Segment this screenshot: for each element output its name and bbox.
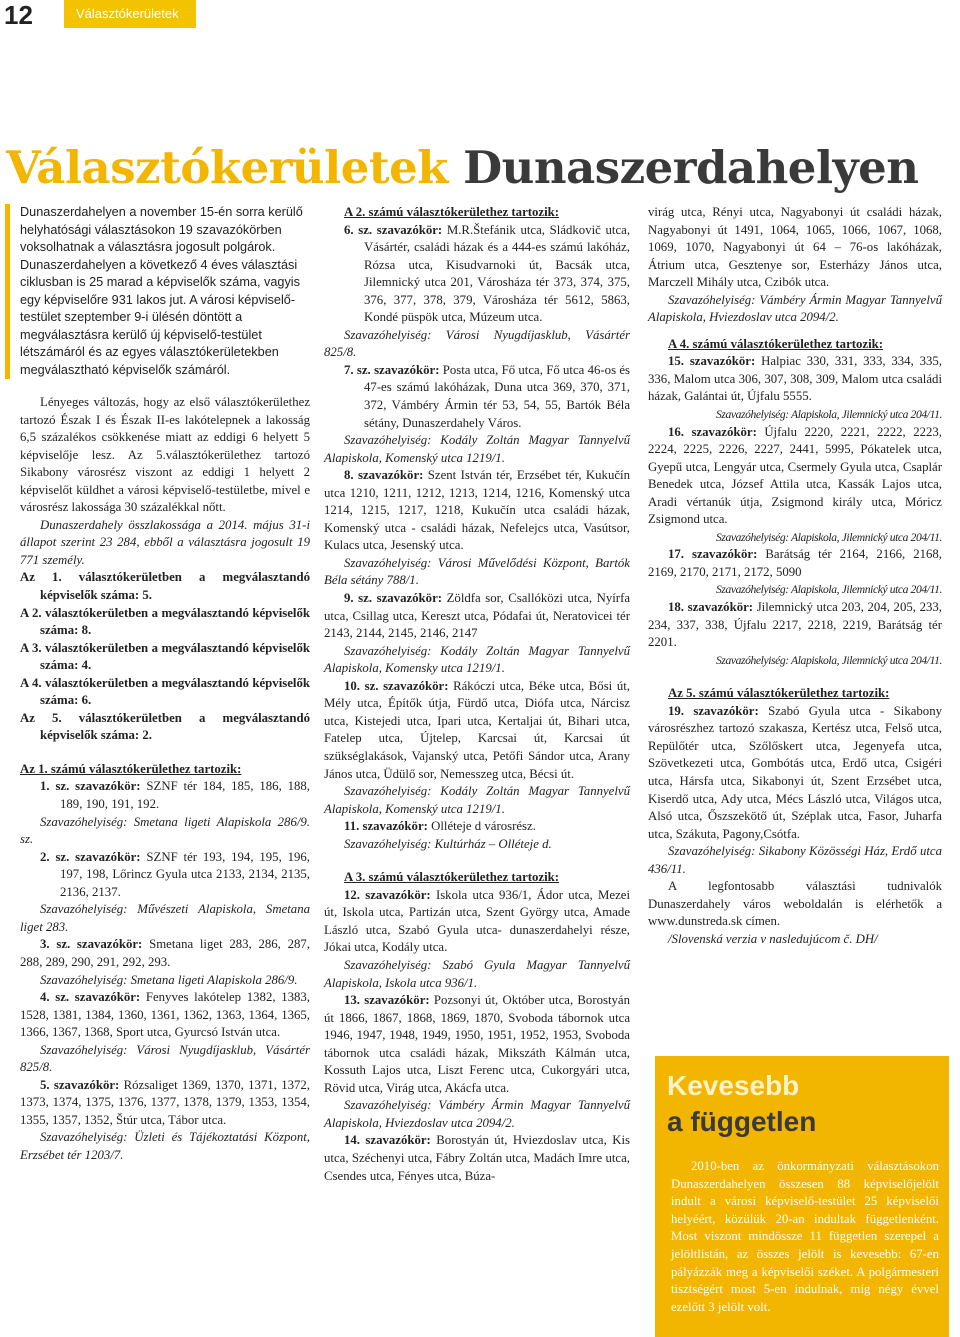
polling-station-10: 10. sz. szavazókör: Rákóczi utca, Béke utca, Bősi út, Mély utca, Építők útja, Fürdő utca, Diófa utca, Nárcisz utca, Kistejedi utca, Ipari utca, Kertaljai út, Bihari utca, Fatelep utca, Újtelep, Karcsai út, Karcsai út szükséglakások, Vajanský utca, Petőfi Sándor utca, Arany János utca, Üdülő sor, Nemesszeg utca, Bécsi út.: [324, 678, 630, 781]
polling-place-17: Szavazóhelyiség: Alapiskola, Jilemnický utca 204/11.: [715, 583, 942, 597]
count-line: A 2. választókerületben a megválasztandó képviselők száma: 8.: [20, 605, 310, 638]
polling-place-4: Szavazóhelyiség: Városi Nyugdíjasklub, Vásártér 825/8.: [20, 1042, 310, 1075]
polling-station-6: 6. sz. szavazókör: M.R.Štefánik utca, Sládkovič utca, Vásártér, családi házak és a 444-es számú lakóház, Rózsa utca, Kisudvarnoki út, Bacsák utca, Jilemnický utca 201, Városháza tér 373, 374, 375, 376, 377, 378, 379, Városháza tér 5612, 5863, Kondé püspök utca, Múzeum utca.: [344, 222, 631, 325]
polling-station-16: 16. szavazókör: Újfalu 2220, 2221, 2222, 2223, 2224, 2225, 2226, 2227, 2441, 5995, Pókatelek utca, Gyepű utca, Lengyár utca, Csermely Gyula utca, Csaplár Benedek utca, József Attila utca, Kassák Lajos utca, Aradi vértanúk útja, Zsigmond király utca, Móricz Zsigmond utca.: [648, 424, 942, 527]
polling-station-4: 4. sz. szavazókör: Fenyves lakótelep 1382, 1383, 1528, 1381, 1384, 1360, 1361, 1362, 1363, 1364, 1365, 1366, 1367, 1368, Sport utca, Gyurcsó István utca.: [20, 990, 310, 1040]
slovak-version-note: /Slovenská verzia v nasledujúcom č. DH/: [668, 931, 878, 946]
sidebar-box: [655, 1056, 949, 1337]
polling-station-11: 11. szavazókör: Olléteje d városrész.: [344, 819, 536, 834]
district-5-heading: Az 5. számú választókerülethez tartozik:: [668, 686, 890, 701]
polling-place-9: Szavazóhelyiség: Kodály Zoltán Magyar Tannyelvű Alapiskola, Komensky utca 1219/1.: [324, 643, 630, 676]
polling-station-13: 13. szavazókör: Pozsonyi út, Október utca, Borostyán út 1866, 1867, 1868, 1869, 1870, Svoboda tábornok utca 1946, 1947, 1948, 1949, 1950, 1951, 1952, 1953, Svoboda tábornok utca családi házak, Mikszáth Kálmán utca, Kossuth Lajos utca, Liszt Ferenc utca, Cukorgyári utca, Rövid utca, Virág utca, Akácfa utca.: [324, 993, 630, 1095]
count-line: Az 1. választókerületben a megválasztandó képviselők száma: 5.: [20, 570, 310, 603]
polling-station-17: 17. szavazókör: Barátság tér 2164, 2166, 2168, 2169, 2170, 2171, 2172, 5090: [648, 547, 943, 579]
title-part-1: Választókerületek: [6, 141, 448, 194]
polling-station-1: 1. sz. szavazókör: SZNF tér 184, 185, 186, 188, 189, 190, 191, 192.: [40, 779, 311, 812]
section-tag: Választókerületek: [64, 0, 196, 28]
polling-station-19: 19. szavazókör: Szabó Gyula utca - Sikabony városrészhez tartozó szakasza, Kertész utca, Felső utca, Repülőtér utca, Szőlőskert utca, Jegenyefa utca, Szövetkezeti utca, Gombótás utca, Erdő utca, Csigéri utca, Hársfa utca, Sikabonyi út, Szent Erzsébet utca, Kiserdő utca, Ady utca, Mécs László utca, Világos utca, Alsó utca, Őszszekötő út, Széplak utca, Fasor, Juharfa utca, Szákuta, Pagony,Csótfa.: [648, 703, 942, 841]
polling-place-5: Szavazóhelyiség: Üzleti és Tájékoztatási Központ, Erzsébet tér 1203/7.: [20, 1130, 310, 1162]
column-1: [20, 204, 310, 1165]
body-paragraph: Lényeges változás, hogy az első választókerülethez tartozó Észak I és Észak II-es lakótelepnek a lakosság 6,5 százalékos csökkenése miatt az eddigi 6 helyett 5 képviselője lesz. Az 5.választókerülethez tartozó Sikabony városrész viszont az eddigi 1 helyett 2 képviselőt küldhet a városi képviselő-testületbe, mivel e városrész lakossága 30 százalékkal nőtt.: [20, 395, 310, 515]
polling-station-14: 14. szavazókör: Borostyán út, Hviezdoslav utca, Kis utca, Széchenyi utca, Fábry Zoltán utca, Madách Imre utca, Csendes utca, Fényes utca, Búza-: [324, 1133, 631, 1183]
polling-place-2: Szavazóhelyiség: Művészeti Alapiskola, Smetana liget 283.: [20, 902, 310, 934]
column-3: [648, 204, 942, 948]
count-line: A 3. választókerületben a megválasztandó képviselők száma: 4.: [20, 640, 310, 673]
box-title-line-1: Kevesebb: [667, 1070, 800, 1101]
column-2: [324, 204, 630, 1185]
count-line: Az 5. választókerületben a megválasztandó képviselők száma: 2.: [20, 710, 310, 743]
polling-place-18: Szavazóhelyiség: Alapiskola, Jilemnický utca 204/11.: [715, 653, 942, 667]
box-body: 2010-ben az önkormányzati választásokon Dunaszerdahelyen összesen 88 képviselőjelölt indult a városi képviselő-testület 25 képviselői helyéért, közülük 20-an indultak függetlenként. Most viszont mindössze 11 független szerepel a jelöltlistán, az összes jelölt is kevesebb: 67-en pályázzák meg a képviselői széket. A polgármesteri tisztségért most 5-en indulnak, míg négy évvel ezelőtt 3 jelölt volt.: [671, 1159, 939, 1314]
polling-place-19: Szavazóhelyiség: Sikabony Közösségi Ház, Erdő utca 436/11.: [648, 844, 942, 876]
polling-station-14-continued: virág utca, Rényi utca, Nagyabonyi út családi házak, Nagyabonyi út 1491, 1064, 1065, 1066, 1067, 1068, 1069, 1070, Nagyabonyi út 64 – 76-os lakóházak, Átrium utca, Gesztenye sor, Esterházy János utca, Marczell Mihály utca, Czibók utca.: [648, 205, 942, 290]
polling-station-15: 15. szavazókör: Halpiac 330, 331, 333, 334, 335, 336, Malom utca 306, 307, 308, 309, Malom utca családi házak, Galántai út, Újfalu 5555.: [648, 354, 943, 404]
polling-station-8: 8. szavazókör: Szent István tér, Erzsébet tér, Kukučín utca 1210, 1211, 1212, 1213, 1214, 1216, Komenský utca 1214, 1215, 1217, 1218, Kukučín utca családi házak, Komenský utca - családi házak, Nefelejcs utca, Vasútsor, Kulacs utca, Jesenský utca.: [324, 468, 630, 553]
polling-place-16: Szavazóhelyiség: Alapiskola, Jilemnický utca 204/11.: [715, 530, 942, 544]
polling-station-7: 7. sz. szavazókör: Posta utca, Fő utca, Fő utca 46-os és 47-es számú lakóházak, Duna utca 369, 370, 371, 372, Vámbéry Ármin tér 53, 54, 55, Bartók Béla sétány, Dunaszerdahely Város.: [344, 362, 631, 430]
district-3-heading: A 3. számú választókerülethez tartozik:: [344, 870, 560, 885]
box-title: [655, 1056, 949, 1140]
polling-station-3: 3. sz. szavazókör: Smetana liget 283, 286, 287, 288, 289, 290, 291, 292, 293.: [20, 937, 311, 969]
lead-paragraph: Dunaszerdahelyen a november 15-én sorra kerülő helyhatósági választásokon 19 szavazókörben voksolhatnak a választásra jogosult polgárok. Dunaszerdahelyen a következő 4 éves választási ciklusban is 25 marad a képviselők száma, vagyis egy képviselőre 931 lakos jut. A városi képviselő-testület szeptember 9-i ülésén döntött a megválasztásra kerülő új képviselő-testület létszámáról és az egyes választókerületekben megválasztható képviselők számáról.: [5, 204, 310, 379]
district-1-heading: Az 1. számú választókerülethez tartozik:: [20, 761, 242, 776]
polling-place-13: Szavazóhelyiség: Vámbéry Ármin Magyar Tannyelvű Alapiskola, Hviezdoslav utca 2094/2.: [324, 1098, 630, 1130]
polling-place-14: Szavazóhelyiség: Vámbéry Ármin Magyar Tannyelvű Alapiskola, Hviezdoslav utca 2094/2.: [648, 292, 942, 325]
polling-station-18: 18. szavazókör: Jilemnický utca 203, 204, 205, 233, 234, 337, 338, Újfalu 2217, 2218, 2219, Barátság tér 2201.: [648, 600, 943, 650]
polling-place-7: Szavazóhelyiség: Kodály Zoltán Magyar Tannyelvű Alapiskola, Komenský utca 1219/1.: [324, 433, 630, 465]
polling-station-12: 12. szavazókör: Iskola utca 936/1, Ádor utca, Mezei út, Iskola utca, Partizán utca, Szent György utca, Amade László utca, Szabó Gyula utca- dunaszerdahelyi része, Jókai utca, Kodály utca.: [324, 887, 631, 955]
polling-place-11: Szavazóhelyiség: Kultúrház – Olléteje d.: [344, 836, 552, 851]
polling-station-2: 2. sz. szavazókör: SZNF tér 193, 194, 195, 196, 197, 198, Lőrincz Gyula utca 2133, 2134, 2135, 2136, 2137.: [40, 849, 311, 899]
polling-place-12: Szavazóhelyiség: Szabó Gyula Magyar Tannyelvű Alapiskola, Iskola utca 936/1.: [324, 957, 630, 990]
count-line: A 4. választókerületben a megválasztandó képviselők száma: 6.: [20, 675, 310, 708]
polling-place-10: Szavazóhelyiség: Kodály Zoltán Magyar Tannyelvű Alapiskola, Komenský utca 1219/1.: [324, 784, 630, 816]
polling-place-6: Szavazóhelyiség: Városi Nyugdíjasklub, Vásártér 825/8.: [324, 327, 630, 360]
polling-station-9: 9. sz. szavazókör: Zöldfa sor, Csallóközi utca, Nyírfa utca, Csillag utca, Kereszt utca, Pódafai út, Neratovicei tér 2143, 2144, 2145, 2146, 2147: [324, 591, 631, 641]
polling-place-15: Szavazóhelyiség: Alapiskola, Jilemnický utca 204/11.: [715, 408, 942, 422]
title-part-2: Dunaszerdahelyen: [463, 141, 919, 194]
district-4-heading: A 4. számú választókerülethez tartozik:: [668, 336, 884, 351]
population-note: Dunaszerdahely összlakossága a 2014. május 31-i állapot szerint 23 284, ebből a választásra jogosult 19 771 személy.: [20, 517, 310, 567]
page-header: [0, 0, 960, 30]
polling-station-5: 5. szavazókör: Rózsaliget 1369, 1370, 1371, 1372, 1373, 1374, 1375, 1376, 1377, 1378, 1379, 1353, 1354, 1355, 1357, 1352, Štúr utca, Tábor utca.: [20, 1077, 311, 1127]
page-number: 12: [0, 0, 48, 30]
polling-place-3: Szavazóhelyiség: Smetana ligeti Alapiskola 286/9.: [40, 972, 298, 987]
district-2-heading: A 2. számú választókerülethez tartozik:: [344, 205, 560, 219]
polling-place-1: Szavazóhelyiség: Smetana ligeti Alapiskola 286/9. sz.: [20, 814, 310, 847]
polling-place-8: Szavazóhelyiség: Városi Művelődési Központ, Bartók Béla sétány 788/1.: [324, 555, 630, 588]
page-title: [6, 140, 956, 196]
info-paragraph: A legfontosabb választási tudnivalók Dunaszerdahely város weboldalán is elérhetők a www.dunstreda.sk címen.: [648, 879, 942, 929]
box-title-line-2: a független: [667, 1106, 817, 1137]
